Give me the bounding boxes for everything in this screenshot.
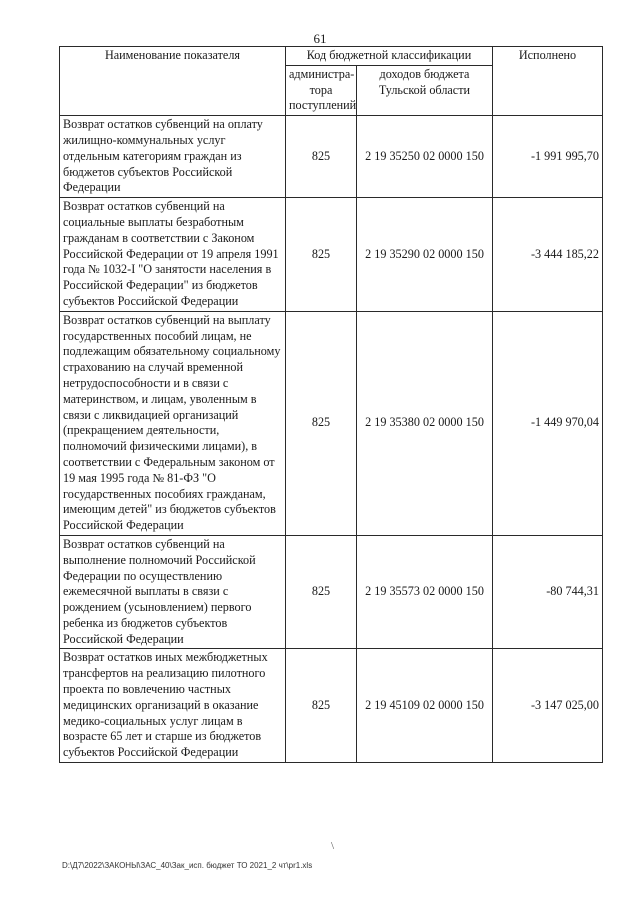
table-body <box>60 116 603 763</box>
header-revenue-administrator: администра-тора поступлений <box>286 65 357 115</box>
table-header <box>60 47 603 116</box>
indicator-name-cell: Возврат остатков субвенций на оплату жилищно-коммунальных услуг отдельным категориям граждан из бюджетов субъектов Российской Федерации <box>60 116 286 198</box>
indicator-name-cell: Возврат остатков субвенций на выполнение полномочий Российской Федерации по осуществлению ежемесячной выплаты в связи с рождением (усыновлением) первого ребенка из бюджетов субъектов Российской Федерации <box>60 535 286 649</box>
classification-code-cell: 2 19 35250 02 0000 150 <box>357 116 493 198</box>
header-executed: Исполнено <box>493 47 603 116</box>
administrator-code-cell: 825 <box>286 116 357 198</box>
classification-code-cell: 2 19 35573 02 0000 150 <box>357 535 493 649</box>
executed-amount-cell: -3 444 185,22 <box>493 198 603 312</box>
executed-amount-cell: -1 991 995,70 <box>493 116 603 198</box>
classification-code-cell: 2 19 35290 02 0000 150 <box>357 198 493 312</box>
executed-amount-cell: -1 449 970,04 <box>493 311 603 535</box>
header-classification-code: Код бюджетной классификации <box>286 47 493 66</box>
classification-code-cell: 2 19 45109 02 0000 150 <box>357 649 493 763</box>
administrator-code-cell: 825 <box>286 535 357 649</box>
executed-amount-cell: -3 147 025,00 <box>493 649 603 763</box>
executed-amount-cell: -80 744,31 <box>493 535 603 649</box>
footer-file-path: D:\Д7\2022\ЗАКОНЫ\ЗАС_40\Зак_исп. бюджет ТО 2021_2 чт\pr1.xls <box>62 861 313 870</box>
classification-code-cell: 2 19 35380 02 0000 150 <box>357 311 493 535</box>
table-row <box>60 198 603 312</box>
administrator-code-cell: 825 <box>286 649 357 763</box>
administrator-code-cell: 825 <box>286 198 357 312</box>
table-row <box>60 311 603 535</box>
table-row <box>60 535 603 649</box>
page-number: 61 <box>313 31 327 46</box>
indicator-name-cell: Возврат остатков субвенций на выплату государственных пособий лицам, не подлежащим обязательному социальному страхованию на случай временной нетрудоспособности и в связи с материнством, и лицам, уволенным в связи с ликвидацией организаций (прекращением деятельности, полномочий физическими лицами), в соответствии с Федеральным законом от 19 мая 1995 года № 81-ФЗ "О государственных пособиях гражданам, имеющим детей" из бюджетов субъектов Российской Федерации <box>60 311 286 535</box>
indicator-name-cell: Возврат остатков иных межбюджетных трансфертов на реализацию пилотного проекта по вовлечению частных медицинских организаций в оказание медико-социальных услуг лицам в возрасте 65 лет и старше из бюджетов субъектов Российской Федерации <box>60 649 286 763</box>
header-indicator-name: Наименование показателя <box>60 47 286 116</box>
budget-table <box>59 46 603 763</box>
header-regional-budget-revenue: доходов бюджета Тульской области <box>357 65 493 115</box>
stray-pen-mark: \ <box>331 840 335 852</box>
indicator-name-cell: Возврат остатков субвенций на социальные выплаты безработным гражданам в соответствии с Законом Российской Федерации от 19 апреля 1991 года № 1032-I "О занятости населения в Российской Федерации" из бюджетов субъектов Российской Федерации <box>60 198 286 312</box>
table-row <box>60 649 603 763</box>
administrator-code-cell: 825 <box>286 311 357 535</box>
table-row <box>60 116 603 198</box>
